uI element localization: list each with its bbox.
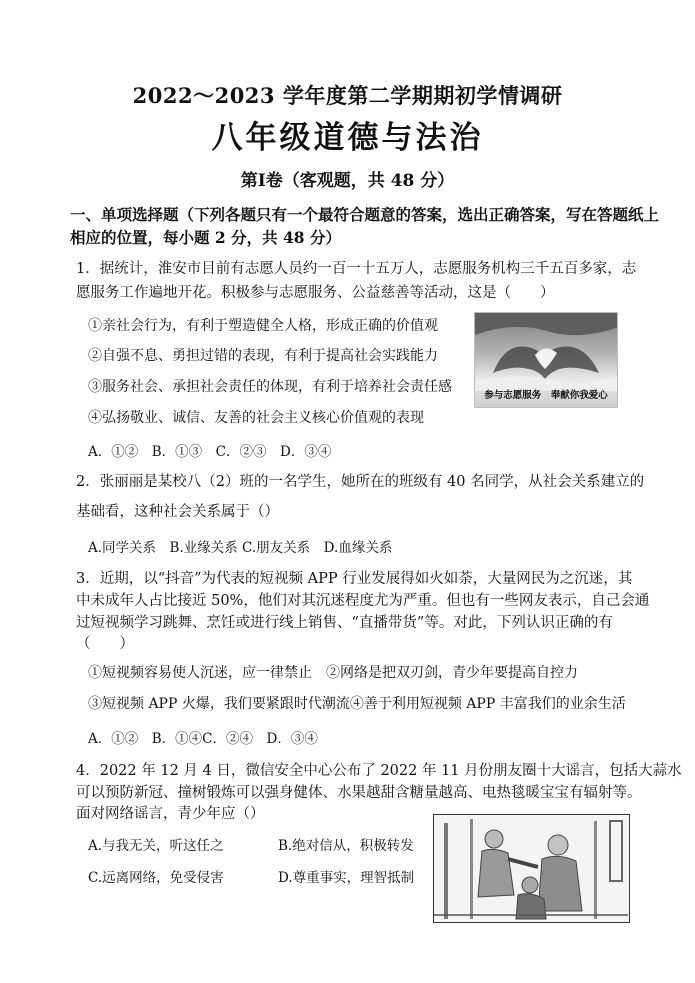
q3-line1: 3．近期，以“抖音”为代表的短视频 APP 行业发展得如火如荼，大量网民为之沉迷，其 [76,571,633,587]
people-illustration [433,814,630,923]
q4-option-a: A.与我无关，听这任之 [88,838,224,854]
term-title: 2022～2023 学年度第二学期期初学情调研 [132,83,563,108]
q3-statement2: ③短视频 APP 火爆，我们要紧跟时代潮流④善于利用短视频 APP 丰富我们的业余生活 [88,696,626,712]
q1-statement3: ③服务社会、承担社会责任的体现，有利于培养社会责任感 [88,379,452,395]
q3-options: A．①② B．①④C．②④ D．③④ [88,731,318,747]
q4-line1: 4．2022 年 12 月 4 日，微信安全中心公布了 2022 年 11 月份朋友圈十大谣言，包括大蒜水 [76,763,682,779]
q4-line3: 面对网络谣言，青少年应（） [76,806,265,822]
q3-line2: 中未成年人占比接近 50%，他们对其沉迷程度尤为严重。但也有一些网友表示，自己会通 [76,593,650,609]
q2-line1: 2．张丽丽是某校八（2）班的一名学生，她所在的班级有 40 名同学，从社会关系建立的 [76,474,645,490]
q4-option-d: D.尊重事实，理智抵制 [278,870,415,886]
q1-options: A．①② B．①③ C．②③ D．③④ [88,444,332,460]
q1-statement4: ④弘扬敬业、诚信、友善的社会主义核心价值观的表现 [88,410,424,426]
q4-option-c: C.远离网络，免受侵害 [88,870,224,886]
q3-line4: （ ） [76,636,134,652]
q2-line2: 基础看，这种社会关系属于（） [76,504,279,520]
section-instructions-line2: 相应的位置，每小题 2 分，共 48 分） [70,228,341,247]
q2-options: A.同学关系 B.业缘关系 C.朋友关系 D.血缘关系 [88,540,393,556]
q4-line2: 可以预防新冠、撞树锻炼可以强身健体、水果越甜含糖量越高、电热毯暖宝宝有辐射等。 [76,785,642,801]
volume-title: 第Ⅰ卷（客观题，共 48 分） [240,171,455,191]
q1-statement1: ①亲社会行为，有利于塑造健全人格，形成正确的价值观 [88,318,438,334]
q4-option-b: B.绝对信从，积极转发 [278,838,414,854]
q1-statement2: ②自强不息、勇担过错的表现，有利于提高社会实践能力 [88,348,438,364]
volunteer-illustration [474,312,618,408]
q1-line2: 愿服务工作遍地开花。积极参与志愿服务、公益慈善等活动，这是（ ） [76,285,555,301]
subject-title: 八年级道德与法治 [211,120,484,156]
q1-line1: 1．据统计，淮安市目前有志愿人员约一百一十五万人，志愿服务机构三千五百多家，志 [76,261,637,277]
section-instructions-line1: 一、单项选择题（下列各题只有一个最符合题意的答案，选出正确答案，写在答题纸上 [70,205,660,224]
q3-statement1: ①短视频容易使人沉迷，应一律禁止 ②网络是把双刃剑，青少年要提高自控力 [88,665,578,681]
volunteer-caption: 参与志愿服务 奉献你我爱心 [484,390,608,401]
q3-line3: 过短视频学习跳舞、烹饪或进行线上销售、“直播带货”等。对此，下列认识正确的有 [76,615,613,631]
